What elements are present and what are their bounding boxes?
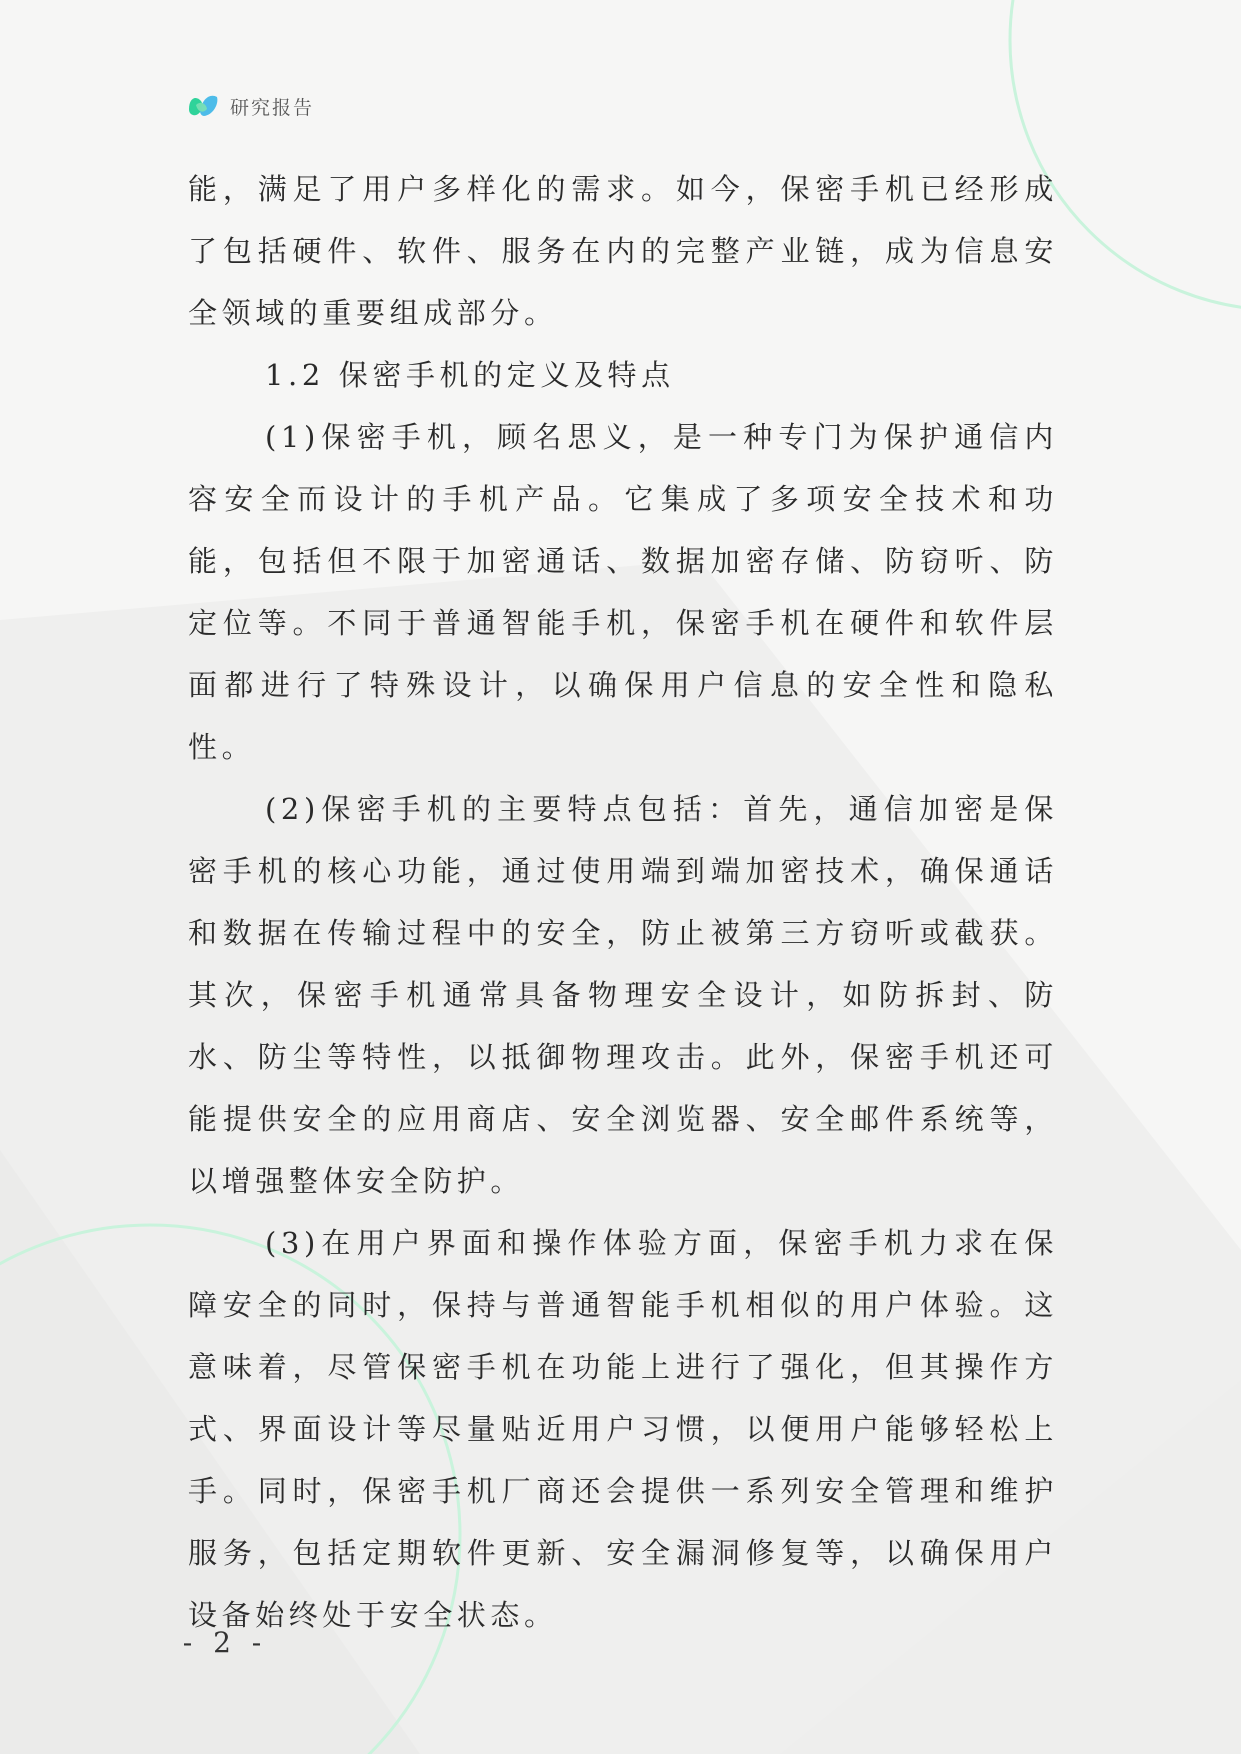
paragraph-definition: (1)保密手机，顾名思义，是一种专门为保护通信内容安全而设计的手机产品。它集成了多项安全技术和功能，包括但不限于加密通话、数据加密存储、防窃听、防定位等。不同于普通智能手机，保密手机在硬件和软件层面都进行了特殊设计，以确保用户信息的安全性和隐私性。 xyxy=(188,420,1058,764)
document-body xyxy=(188,158,1058,1646)
paragraph-user-experience: (3)在用户界面和操作体验方面，保密手机力求在保障安全的同时，保持与普通智能手机相似的用户体验。这意味着，尽管保密手机在功能上进行了强化，但其操作方式、界面设计等尽量贴近用户习惯，以便用户能够轻松上手。同时，保密手机厂商还会提供一系列安全管理和维护服务，包括定期软件更新、安全漏洞修复等，以确保用户设备始终处于安全状态。 xyxy=(188,1226,1058,1632)
report-header-title: 研究报告 xyxy=(230,96,315,119)
continued-paragraph: 能，满足了用户多样化的需求。如今，保密手机已经形成了包括硬件、软件、服务在内的完整产业链，成为信息安全领域的重要组成部分。 xyxy=(188,172,1058,330)
page-number: - 2 - xyxy=(182,1626,268,1659)
report-header xyxy=(186,88,314,124)
green-leaf-logo-icon xyxy=(186,89,220,123)
paragraph-features: (2)保密手机的主要特点包括：首先，通信加密是保密手机的核心功能，通过使用端到端加密技术，确保通话和数据在传输过程中的安全，防止被第三方窃听或截获。其次，保密手机通常具备物理安全设计，如防拆封、防水、防尘等特性，以抵御物理攻击。此外，保密手机还可能提供安全的应用商店、安全浏览器、安全邮件系统等，以增强整体安全防护。 xyxy=(188,792,1058,1198)
section-heading: 1.2 保密手机的定义及特点 xyxy=(265,358,675,392)
